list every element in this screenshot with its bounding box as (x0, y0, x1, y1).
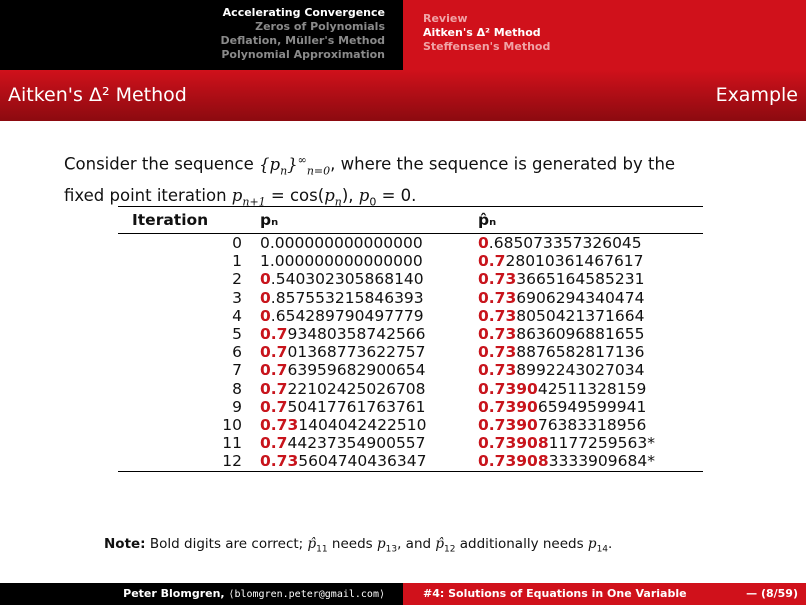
pn-hat-correct-digits: 0.73 (478, 343, 517, 362)
iteration-cell: 8 (232, 379, 242, 398)
pn-remaining-digits: .654289790497779 (270, 306, 424, 325)
table-row (118, 307, 703, 325)
pn-cell (260, 234, 478, 253)
table-row (118, 289, 703, 307)
pn-hat-correct-digits: 0.73 (478, 325, 517, 344)
seq-index: n (280, 163, 288, 177)
pn-cell (260, 398, 478, 416)
footer (0, 583, 806, 605)
table-row (118, 252, 703, 270)
table-row (118, 398, 703, 416)
note-subscript: 11 (316, 544, 328, 555)
iteration-cell: 12 (222, 452, 242, 471)
pn-correct-digits: 0.7 (260, 434, 288, 453)
pn-cell (260, 252, 478, 270)
note-text: needs (327, 536, 377, 552)
table-row (118, 361, 703, 379)
pn-remaining-digits: 22102425026708 (287, 379, 426, 398)
iteration-cell: 10 (222, 416, 242, 435)
pn-hat-cell (478, 452, 703, 471)
author-name: Peter Blomgren, (123, 587, 225, 600)
iter-end: ), (341, 185, 359, 205)
pn-hat-remaining-digits: 8050421371664 (516, 306, 645, 325)
pn-hat-remaining-digits: 42511328159 (537, 379, 647, 398)
pn-hat-correct-digits: 0.7390 (478, 397, 538, 416)
footer-talk-title: #4: Solutions of Equations in One Variable (423, 587, 687, 600)
pn-hat-cell (478, 270, 703, 288)
iteration-cell: 1 (232, 252, 242, 271)
seq-open: {p (259, 154, 281, 174)
pn-remaining-digits: 93480358742566 (287, 325, 426, 344)
pn-correct-digits: 0 (260, 306, 271, 325)
pn-remaining-digits: 50417761763761 (287, 397, 426, 416)
note-text: additionally needs (455, 536, 588, 552)
pn-cell (260, 307, 478, 325)
note-label: Note: (104, 536, 146, 552)
table-row (118, 452, 703, 471)
note-subscript: 12 (444, 544, 456, 555)
p0-subscript: 0 (369, 195, 377, 209)
iteration-cell: 9 (232, 397, 242, 416)
pn-hat-remaining-digits: 76383318956 (537, 416, 647, 435)
header-iteration: Iteration (132, 211, 209, 229)
nav-section-item[interactable]: Zeros of Polynomials (255, 20, 385, 33)
pn-remaining-digits: 63959682900654 (287, 361, 426, 380)
pn-cell (260, 434, 478, 452)
iteration-cell: 2 (232, 270, 242, 289)
note-text: Bold digits are correct; (145, 536, 308, 552)
pn-remaining-digits: 01368773622757 (287, 343, 426, 362)
pn-cell (260, 270, 478, 288)
pn-hat-correct-digits: 0.7 (478, 252, 506, 271)
header-pn-hat: p̂ₙ (478, 211, 497, 229)
note-text: , and (397, 536, 436, 552)
pn-hat-correct-digits: 0.7390 (478, 379, 538, 398)
table-row (118, 325, 703, 343)
iter-mid: = cos( (265, 185, 325, 205)
footer-left (0, 583, 403, 605)
pn-hat-cell (478, 380, 703, 398)
note-symbol: p (587, 536, 597, 552)
footer-author (123, 587, 385, 600)
p0-value: = 0. (376, 185, 417, 205)
pn-remaining-digits: .857553215846393 (270, 288, 424, 307)
note-symbol: p̂ (435, 536, 445, 552)
pn-correct-digits: 0.7 (260, 343, 288, 362)
pn-correct-digits: 0.7 (260, 361, 288, 380)
pn-hat-correct-digits: 0.73908 (478, 434, 549, 453)
pn-correct-digits: 0.7 (260, 325, 288, 344)
pn-hat-cell (478, 325, 703, 343)
note-text: . (608, 536, 613, 552)
pn-hat-cell (478, 361, 703, 379)
pn-hat-cell (478, 398, 703, 416)
note (104, 536, 612, 555)
iteration-cell: 11 (222, 434, 242, 453)
pn-correct-digits: 0.7 (260, 379, 288, 398)
frame-subtitle: Example (715, 84, 798, 106)
seq-upper: ∞ (297, 153, 307, 166)
footer-right (403, 583, 806, 605)
pn-hat-cell (478, 252, 703, 270)
intro-text-part: Consider the sequence (64, 154, 259, 174)
note-symbol: p̂ (307, 536, 317, 552)
note-subscript: 14 (596, 544, 609, 555)
table-row (118, 234, 703, 253)
intro-text-part: fixed point iteration (64, 185, 232, 205)
pn-hat-correct-digits: 0.73908 (478, 452, 549, 471)
pn-hat-cell (478, 307, 703, 325)
pn-hat-correct-digits: 0.73 (478, 288, 517, 307)
seq-close: } (287, 154, 298, 174)
pn-remaining-digits: 1404042422510 (298, 416, 427, 435)
pn-cell (260, 361, 478, 379)
pn-hat-correct-digits: 0.73 (478, 361, 517, 380)
nav-left-panel (0, 0, 403, 70)
pn-hat-cell (478, 434, 703, 452)
nav-section-item[interactable]: Polynomial Approximation (221, 48, 385, 61)
iteration-table (118, 206, 703, 472)
pn-hat-remaining-digits: 8876582817136 (516, 343, 645, 362)
pn-hat-remaining-digits: 8636096881655 (516, 325, 645, 344)
author-email: ⟨blomgren.peter@gmail.com⟩ (228, 589, 385, 600)
note-subscript: 13 (385, 544, 398, 555)
pn-correct-digits: 0.73 (260, 416, 299, 435)
pn-hat-cell (478, 234, 703, 253)
pn-hat-correct-digits: 0.73 (478, 306, 517, 325)
pn-hat-cell (478, 289, 703, 307)
pn-hat-remaining-digits: 6906294340474 (516, 288, 645, 307)
frame-title-bar (0, 70, 806, 121)
iter-symbol: p (231, 185, 243, 205)
seq-lower: n=0 (306, 163, 331, 177)
pn-correct-digits: 0.7 (260, 397, 288, 416)
pn-remaining-digits: 5604740436347 (298, 452, 427, 471)
subsection-nav (423, 12, 550, 54)
pn-hat-remaining-digits: 3333909684* (548, 452, 655, 471)
table-row (118, 380, 703, 398)
pn-hat-correct-digits: 0.73 (478, 270, 517, 289)
table-row (118, 343, 703, 361)
nav-subsection-item[interactable]: Aitken's Δ² Method (423, 26, 541, 39)
pn-hat-remaining-digits: 28010361467617 (505, 252, 644, 271)
pn-hat-remaining-digits: 1177259563* (548, 434, 655, 453)
pn-cell (260, 380, 478, 398)
pn-hat-cell (478, 416, 703, 434)
note-symbol: p (376, 536, 386, 552)
page-number: — (8/59) (746, 587, 798, 600)
p0-symbol: p (358, 185, 370, 205)
frame-title: Aitken's Δ² Method (8, 84, 187, 106)
pn-hat-remaining-digits: 65949599941 (537, 397, 647, 416)
intro-text (64, 147, 754, 214)
table-header-row (118, 207, 703, 234)
pn-remaining-digits: 44237354900557 (287, 434, 426, 453)
pn-correct-digits: 0.73 (260, 452, 299, 471)
iteration-cell: 5 (232, 325, 242, 344)
pn-hat-remaining-digits: 3665164585231 (516, 270, 645, 289)
iteration-cell: 6 (232, 343, 242, 362)
table-row (118, 416, 703, 434)
intro-text-part: , where the sequence is generated by the (330, 154, 676, 174)
sequence-symbol (259, 153, 331, 177)
iter-subscript: n+1 (242, 195, 266, 209)
nav-subsection-item[interactable]: Review (423, 12, 468, 25)
iteration-cell: 7 (232, 361, 242, 380)
pn-cell (260, 416, 478, 434)
section-nav (221, 6, 385, 62)
pn-remaining-digits: .540302305868140 (270, 270, 424, 289)
nav-section-item[interactable]: Accelerating Convergence (222, 6, 385, 19)
pn-cell (260, 452, 478, 471)
iter-arg-subscript: n (334, 195, 342, 209)
table-row (118, 434, 703, 452)
iteration-cell: 3 (232, 288, 242, 307)
top-navigation (0, 0, 806, 70)
pn-hat-correct-digits: 0 (478, 234, 489, 252)
pn-cell (260, 289, 478, 307)
pn-hat-cell (478, 343, 703, 361)
nav-right-panel (403, 0, 806, 70)
iter-arg: p (324, 185, 335, 205)
nav-subsection-item[interactable]: Steffensen's Method (423, 40, 551, 53)
iteration-cell: 0 (232, 234, 242, 252)
nav-section-item[interactable]: Deflation, Müller's Method (220, 34, 385, 47)
pn-cell (260, 343, 478, 361)
pn-remaining-digits: 1.000000000000000 (260, 252, 423, 271)
header-pn: pₙ (260, 211, 279, 229)
table-row (118, 270, 703, 288)
pn-hat-remaining-digits: 8992243027034 (516, 361, 645, 380)
iteration-cell: 4 (232, 306, 242, 325)
pn-correct-digits: 0 (260, 270, 271, 289)
pn-correct-digits: 0 (260, 288, 271, 307)
pn-hat-remaining-digits: .685073357326045 (488, 234, 642, 252)
pn-cell (260, 325, 478, 343)
pn-remaining-digits: 0.000000000000000 (260, 234, 423, 252)
pn-hat-correct-digits: 0.7390 (478, 416, 538, 435)
